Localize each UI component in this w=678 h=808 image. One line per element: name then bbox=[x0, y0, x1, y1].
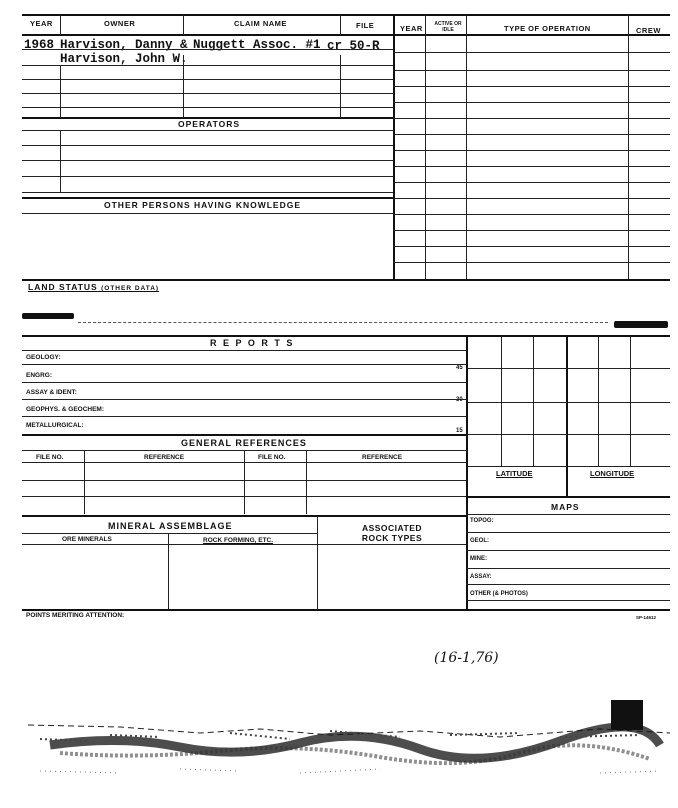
redaction-mark bbox=[614, 321, 668, 328]
right-row-rule bbox=[393, 262, 670, 263]
right-row-rule bbox=[393, 246, 670, 247]
ref-file-no-1: FILE NO. bbox=[36, 454, 64, 461]
longitude-label: LONGITUDE bbox=[590, 469, 635, 478]
entry-file: cr 50-R bbox=[327, 39, 380, 53]
row-rule bbox=[22, 107, 393, 108]
maps-top-rule bbox=[466, 496, 670, 498]
header-divider bbox=[183, 15, 184, 35]
right-row-rule bbox=[393, 230, 670, 231]
bottom-rule bbox=[22, 609, 670, 611]
row-rule bbox=[466, 568, 670, 569]
row-rule bbox=[22, 192, 393, 193]
header-divider bbox=[340, 15, 341, 35]
row-rule bbox=[22, 213, 393, 214]
coord-grid-line bbox=[466, 466, 670, 467]
mineral-assemblage-title: MINERAL ASSEMBLAGE bbox=[108, 521, 233, 531]
mineral-col-divider bbox=[317, 515, 318, 609]
reports-title: R E P O R T S bbox=[210, 338, 295, 348]
row-rule bbox=[466, 550, 670, 551]
general-references-title: GENERAL REFERENCES bbox=[181, 438, 307, 448]
header-crew: CREW bbox=[636, 26, 661, 35]
header-claim-name: CLAIM NAME bbox=[234, 19, 287, 28]
associated-rock-types-title: ASSOCIATED ROCK TYPES bbox=[361, 523, 423, 543]
row-rule bbox=[22, 533, 317, 534]
row-rule bbox=[22, 160, 393, 161]
header-year-right: YEAR bbox=[400, 24, 423, 33]
maps-title: MAPS bbox=[551, 502, 580, 512]
row-rule bbox=[22, 416, 466, 417]
ref-col-divider bbox=[306, 450, 307, 514]
map-geol: GEOL: bbox=[470, 538, 489, 544]
land-status-label: LAND STATUS bbox=[28, 282, 98, 292]
other-persons-top-rule bbox=[22, 197, 393, 199]
row-rule bbox=[22, 79, 393, 80]
map-assay: ASSAY: bbox=[470, 574, 492, 580]
report-engrg: ENGRG: bbox=[26, 372, 52, 379]
header-year: YEAR bbox=[30, 19, 53, 28]
row-rule bbox=[466, 584, 670, 585]
row-rule bbox=[22, 399, 466, 400]
land-status-title bbox=[28, 282, 159, 292]
right-row-rule bbox=[393, 70, 670, 71]
coord-grid-line bbox=[566, 336, 568, 496]
map-other: OTHER (& PHOTOS) bbox=[470, 591, 528, 597]
report-geophys: GEOPHYS. & GEOCHEM: bbox=[26, 406, 105, 413]
reports-right-divider bbox=[466, 336, 468, 611]
row-rule bbox=[22, 544, 466, 545]
other-persons-title: OTHER PERSONS HAVING KNOWLEDGE bbox=[104, 200, 302, 210]
header-divider bbox=[60, 15, 61, 35]
header-type-of-operation: TYPE OF OPERATION bbox=[504, 24, 591, 33]
header-bottom-rule bbox=[22, 34, 670, 36]
header-owner: OWNER bbox=[104, 19, 136, 28]
right-col-divider bbox=[425, 15, 426, 280]
coord-grid-line bbox=[598, 336, 599, 466]
top-rule bbox=[22, 14, 670, 16]
right-row-rule bbox=[393, 86, 670, 87]
owner-col-divider bbox=[60, 65, 61, 117]
owner-col-divider bbox=[340, 55, 341, 117]
row-rule bbox=[466, 600, 670, 601]
report-number-15: 15 bbox=[456, 428, 463, 434]
land-status-top-rule bbox=[22, 279, 670, 281]
ore-minerals-label: ORE MINERALS bbox=[62, 536, 112, 543]
right-col-divider bbox=[466, 15, 467, 280]
ref-col-divider bbox=[84, 450, 85, 514]
redaction-mark bbox=[22, 313, 74, 319]
right-row-rule bbox=[393, 166, 670, 167]
map-topog: TOPOG: bbox=[470, 518, 494, 524]
operators-col-divider bbox=[60, 130, 61, 192]
land-status-sublabel: (OTHER DATA) bbox=[101, 285, 160, 292]
right-row-rule bbox=[393, 214, 670, 215]
coord-grid-line bbox=[466, 402, 670, 403]
coord-grid-line bbox=[501, 336, 502, 466]
coord-grid-line bbox=[466, 434, 670, 435]
ref-file-no-2: FILE NO. bbox=[258, 454, 286, 461]
entry-owner-line2: Harvison, John W. bbox=[60, 52, 188, 66]
entry-year: 1968 bbox=[24, 38, 55, 52]
row-rule bbox=[466, 514, 670, 515]
dashed-rule bbox=[78, 322, 608, 323]
right-row-rule bbox=[393, 102, 670, 103]
ref-reference-2: REFERENCE bbox=[362, 454, 403, 461]
operators-title: OPERATORS bbox=[178, 119, 241, 129]
row-rule bbox=[22, 364, 466, 365]
entry-claim-name: Nuggett Assoc. #1 bbox=[193, 38, 321, 52]
row-rule bbox=[22, 350, 466, 351]
handwritten-note: (16-1,76) bbox=[434, 650, 499, 666]
row-rule bbox=[466, 532, 670, 533]
row-rule bbox=[22, 93, 393, 94]
row-rule bbox=[22, 176, 393, 177]
coord-grid-line bbox=[630, 336, 631, 466]
report-geology: GEOLOGY: bbox=[26, 354, 61, 361]
row-rule bbox=[22, 145, 393, 146]
ref-reference-1: REFERENCE bbox=[144, 454, 185, 461]
general-ref-top-rule bbox=[22, 434, 466, 436]
scan-noise-band bbox=[0, 715, 678, 785]
main-vertical-divider bbox=[393, 15, 395, 280]
right-row-rule bbox=[393, 198, 670, 199]
report-metallurgical: METALLURGICAL: bbox=[26, 422, 84, 429]
entry-owner-line1: Harvison, Danny & bbox=[60, 38, 188, 52]
points-meriting-attention: POINTS MERITING ATTENTION: bbox=[26, 612, 125, 619]
header-active-idle: ACTIVE OR IDLE bbox=[434, 21, 462, 33]
coord-grid-line bbox=[533, 336, 534, 466]
right-row-rule bbox=[393, 134, 670, 135]
report-number-45: 45 bbox=[456, 365, 463, 371]
ref-col-divider bbox=[244, 450, 245, 514]
row-rule bbox=[22, 49, 393, 50]
right-row-rule bbox=[393, 52, 670, 53]
rock-forming-label: ROCK FORMING, ETC. bbox=[203, 537, 274, 544]
report-number-30: 30 bbox=[456, 397, 463, 403]
row-rule bbox=[22, 382, 466, 383]
owner-col-divider bbox=[183, 55, 184, 117]
reports-top-rule bbox=[22, 335, 670, 337]
header-file: FILE bbox=[356, 21, 375, 30]
form-code: SP-14612 bbox=[636, 615, 657, 620]
report-assay: ASSAY & IDENT: bbox=[26, 389, 77, 396]
coord-grid-line bbox=[466, 368, 670, 369]
right-row-rule bbox=[393, 150, 670, 151]
row-rule bbox=[22, 130, 393, 131]
right-row-rule bbox=[393, 118, 670, 119]
right-row-rule bbox=[393, 182, 670, 183]
map-mine: MINE: bbox=[470, 556, 487, 562]
row-rule bbox=[22, 65, 393, 66]
latitude-label: LATITUDE bbox=[496, 469, 533, 478]
mineral-top-rule bbox=[22, 515, 466, 517]
right-col-divider bbox=[628, 15, 629, 280]
